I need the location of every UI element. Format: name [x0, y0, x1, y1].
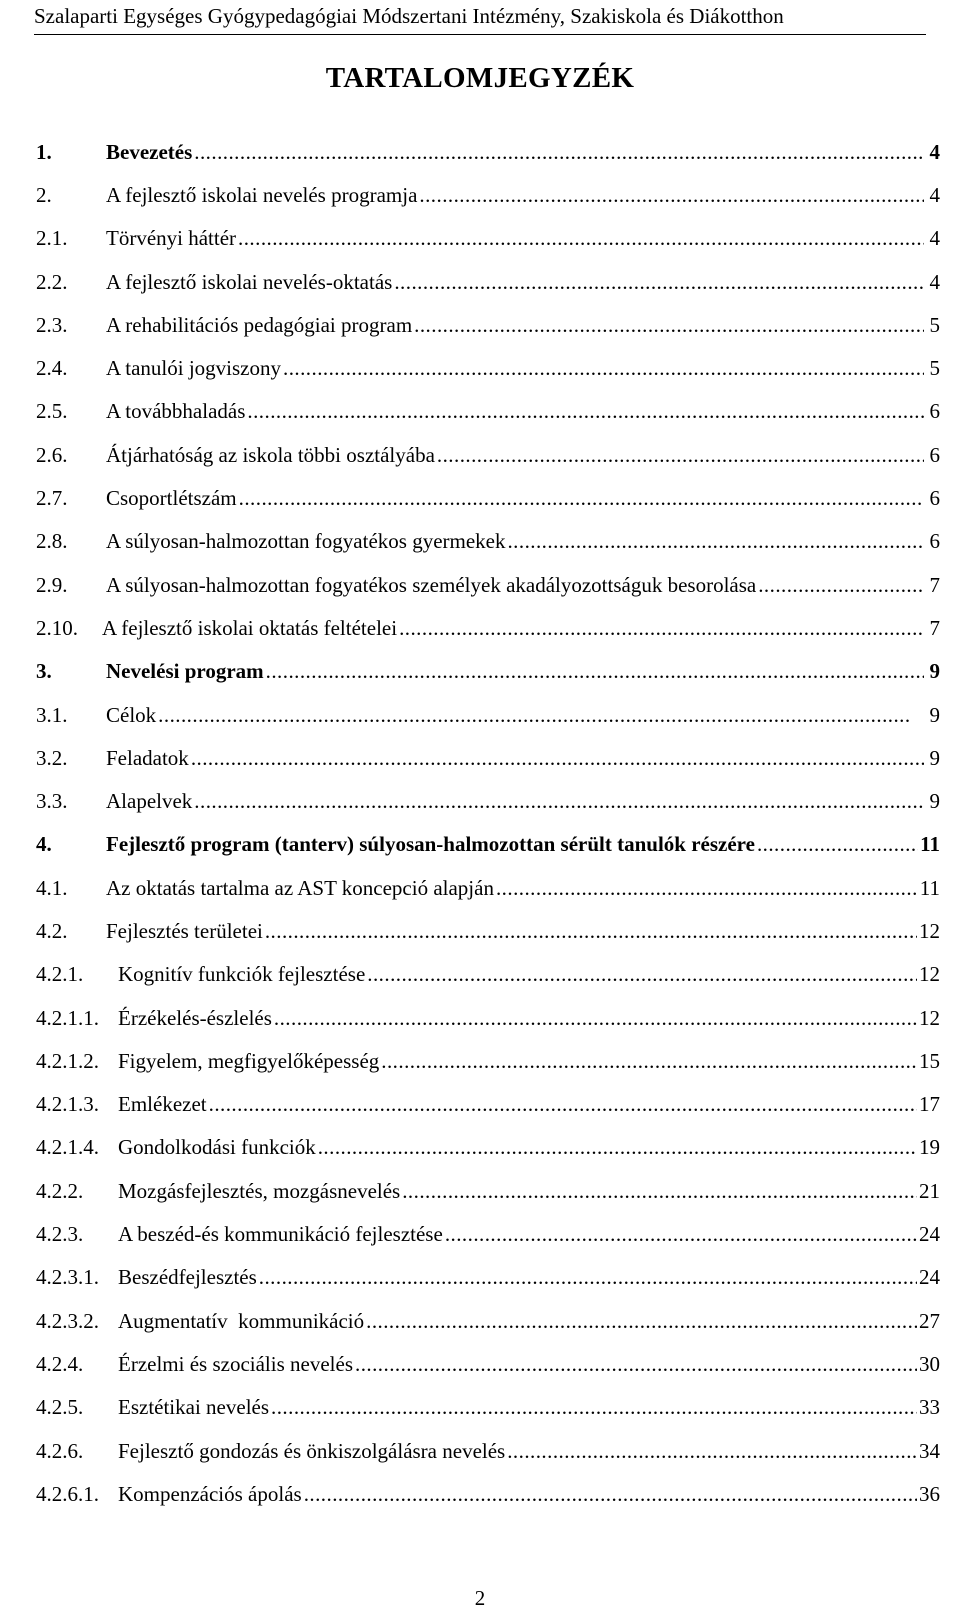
- toc-entry-title: Csoportlétszám: [106, 486, 237, 511]
- toc-dot-leader: [247, 398, 924, 424]
- toc-entry-page: 4: [929, 182, 940, 207]
- toc-entry[interactable]: [36, 476, 940, 519]
- toc-dot-leader: [367, 961, 917, 987]
- toc-entry-number: 4.2.1.3.: [36, 1092, 99, 1117]
- toc-entry-title: Az oktatás tartalma az AST koncepció alapján: [106, 875, 494, 900]
- toc-entry-page: 30: [919, 1351, 940, 1376]
- toc-dot-leader: [419, 182, 924, 208]
- toc-entry[interactable]: [36, 130, 940, 173]
- toc-entry-title: Augmentatív kommunikáció: [118, 1308, 365, 1333]
- toc-entry-page: 15: [919, 1048, 940, 1073]
- toc-entry-page: 21: [919, 1178, 940, 1203]
- toc-entry-number: 4.2.3.: [36, 1222, 84, 1247]
- toc-entry-page: 19: [919, 1135, 940, 1160]
- toc-entry-number: 2.10.: [36, 615, 78, 640]
- toc-entry-number: 2.: [36, 182, 52, 207]
- toc-entry[interactable]: [36, 1299, 940, 1342]
- toc-entry-page: 9: [929, 745, 940, 770]
- toc-entry-page: 9: [929, 789, 940, 814]
- toc-entry-page: 4: [929, 269, 940, 294]
- toc-entry-page: 12: [919, 918, 940, 943]
- toc-entry[interactable]: [36, 303, 940, 346]
- toc-entry[interactable]: [36, 260, 940, 303]
- toc-entry[interactable]: [36, 433, 940, 476]
- toc-entry-page: 7: [929, 615, 940, 640]
- toc-dot-leader: [271, 1394, 917, 1420]
- toc-entry-title: Fejlesztő program (tanterv) súlyosan-halmozottan sérült tanulók részére: [106, 832, 755, 857]
- toc-entry[interactable]: [36, 823, 940, 866]
- toc-dot-leader: [355, 1351, 917, 1377]
- toc-entry-title: Kompenzációs ápolás: [118, 1481, 302, 1506]
- toc-dot-leader: [158, 702, 924, 728]
- toc-entry-title: A súlyosan-halmozottan fogyatékos gyermekek: [106, 529, 506, 554]
- toc-dot-leader: [437, 442, 924, 468]
- toc-entry[interactable]: [36, 736, 940, 779]
- toc-entry-number: 2.2.: [36, 269, 68, 294]
- toc-entry-page: 34: [919, 1438, 940, 1463]
- toc-entry-title: A fejlesztő iskolai oktatás feltételei: [102, 615, 398, 640]
- toc-entry[interactable]: [36, 996, 940, 1039]
- toc-entry-number: 3.3.: [36, 789, 68, 814]
- toc-entry-title: A beszéd-és kommunikáció fejlesztése: [118, 1222, 443, 1247]
- toc-entry[interactable]: [36, 953, 940, 996]
- toc-entry[interactable]: [36, 563, 940, 606]
- toc-dot-leader: [507, 528, 924, 554]
- toc-dot-leader: [757, 831, 918, 857]
- toc-entry-number: 4.: [36, 832, 52, 857]
- toc-entry-number: 2.5.: [36, 399, 68, 424]
- toc-entry-title: Érzelmi és szociális nevelés: [118, 1351, 353, 1376]
- toc-dot-leader: [266, 658, 924, 684]
- toc-entry-title: A fejlesztő iskolai nevelés-oktatás: [106, 269, 393, 294]
- toc-entry[interactable]: [36, 1169, 940, 1212]
- toc-entry[interactable]: [36, 909, 940, 952]
- toc-entry-title: Törvényi háttér: [106, 226, 237, 251]
- toc-entry-number: 3.2.: [36, 745, 68, 770]
- toc-entry-title: Gondolkodási funkciók: [118, 1135, 316, 1160]
- toc-entry-page: 6: [929, 529, 940, 554]
- toc-entry-number: 4.2.5.: [36, 1395, 84, 1420]
- toc-dot-leader: [283, 355, 924, 381]
- toc-dot-leader: [399, 615, 924, 641]
- toc-entry-title: A rehabilitációs pedagógiai program: [106, 312, 413, 337]
- toc-entry-title: Figyelem, megfigyelőképesség: [118, 1048, 380, 1073]
- toc-entry[interactable]: [36, 346, 940, 389]
- toc-entry[interactable]: [36, 1472, 940, 1515]
- toc-entry-number: 4.2.1.: [36, 962, 84, 987]
- toc-entry-number: 4.2.1.4.: [36, 1135, 99, 1160]
- toc-entry-number: 2.4.: [36, 356, 68, 381]
- toc-entry-number: 4.2.1.1.: [36, 1005, 99, 1030]
- toc-entry-page: 7: [929, 572, 940, 597]
- toc-entry-number: 4.2.3.1.: [36, 1265, 99, 1290]
- toc-entry[interactable]: [36, 217, 940, 260]
- toc-entry-number: 1.: [36, 139, 52, 164]
- toc-entry-page: 36: [919, 1481, 940, 1506]
- toc-entry-page: 9: [929, 659, 940, 684]
- toc-entry-number: 2.1.: [36, 226, 68, 251]
- toc-entry-number: 3.1.: [36, 702, 68, 727]
- header-rule: [34, 34, 926, 35]
- toc-entry-title: Alapelvek: [106, 789, 193, 814]
- toc-entry-page: 6: [929, 442, 940, 467]
- toc-entry-page: 4: [929, 226, 940, 251]
- toc-entry-number: 4.2.6.: [36, 1438, 84, 1463]
- toc-entry[interactable]: [36, 1386, 940, 1429]
- toc-entry[interactable]: [36, 866, 940, 909]
- toc-entry-page: 6: [929, 399, 940, 424]
- toc-entry-title: Fejlesztő gondozás és önkiszolgálásra nevelés: [118, 1438, 506, 1463]
- toc-entry-number: 2.8.: [36, 529, 68, 554]
- toc-entry-title: Kognitív funkciók fejlesztése: [118, 962, 366, 987]
- toc-entry-title: Érzékelés-észlelés: [118, 1005, 272, 1030]
- toc-entry-number: 4.2.2.: [36, 1178, 84, 1203]
- toc-entry[interactable]: [36, 390, 940, 433]
- toc-entry-page: 11: [920, 832, 940, 857]
- toc-entry-title: Esztétikai nevelés: [118, 1395, 270, 1420]
- toc-entry[interactable]: [36, 650, 940, 693]
- toc-entry-number: 4.2.3.2.: [36, 1308, 99, 1333]
- toc-entry-number: 2.6.: [36, 442, 68, 467]
- toc-entry-page: 24: [919, 1265, 940, 1290]
- toc-entry-page: 17: [919, 1092, 940, 1117]
- toc-entry-number: 2.9.: [36, 572, 68, 597]
- toc-dot-leader: [507, 1438, 917, 1464]
- toc-entry[interactable]: [36, 1083, 940, 1126]
- toc-entry[interactable]: [36, 1212, 940, 1255]
- toc-entry-title: Feladatok: [106, 745, 189, 770]
- toc-entry-title: Mozgásfejlesztés, mozgásnevelés: [118, 1178, 401, 1203]
- toc-dot-leader: [259, 1264, 917, 1290]
- toc-entry-title: Bevezetés: [106, 139, 193, 164]
- toc-entry-title: Átjárhatóság az iskola többi osztályába: [106, 442, 435, 467]
- toc-dot-leader: [191, 745, 924, 771]
- toc-dot-leader: [209, 1091, 917, 1117]
- toc-dot-leader: [239, 485, 924, 511]
- toc-entry-title: Beszédfejlesztés: [118, 1265, 257, 1290]
- toc-entry-page: 5: [929, 312, 940, 337]
- toc-entry-title: A továbbhaladás: [106, 399, 246, 424]
- toc-entry-page: 6: [929, 486, 940, 511]
- toc-entry-title: Emlékezet: [118, 1092, 207, 1117]
- page-number: 2: [474, 1586, 486, 1610]
- toc-entry-title: Fejlesztés területei: [106, 918, 263, 943]
- toc-dot-leader: [402, 1178, 917, 1204]
- toc-entry[interactable]: [36, 1126, 940, 1169]
- toc-dot-leader: [265, 918, 917, 944]
- toc-entry-page: 5: [929, 356, 940, 381]
- page-header: Szalaparti Egységes Gyógypedagógiai Módszertani Intézmény, Szakiskola és Diákotthon: [34, 4, 784, 28]
- toc-dot-leader: [194, 788, 924, 814]
- toc-dot-leader: [274, 1005, 917, 1031]
- toc-entry-number: 4.2.6.1.: [36, 1481, 99, 1506]
- toc-dot-leader: [758, 572, 924, 598]
- toc-dot-leader: [496, 875, 918, 901]
- toc-dot-leader: [414, 312, 924, 338]
- toc-dot-leader: [304, 1481, 917, 1507]
- toc-entry-number: 4.2.1.2.: [36, 1048, 99, 1073]
- toc-entry[interactable]: [36, 1039, 940, 1082]
- toc-entry[interactable]: [36, 1256, 940, 1299]
- toc-entry-page: 12: [919, 962, 940, 987]
- toc-dot-leader: [366, 1308, 917, 1334]
- toc-entry-title: A tanulói jogviszony: [106, 356, 281, 381]
- toc-dot-leader: [238, 225, 924, 251]
- toc-entry-page: 9: [929, 702, 940, 727]
- toc-entry[interactable]: [36, 520, 940, 563]
- table-of-contents: [36, 130, 940, 1516]
- toc-entry-number: 4.2.4.: [36, 1351, 84, 1376]
- toc-entry-number: 4.2.: [36, 918, 68, 943]
- toc-entry-page: 24: [919, 1222, 940, 1247]
- toc-entry-title: Nevelési program: [106, 659, 264, 684]
- toc-entry[interactable]: [36, 1342, 940, 1385]
- toc-dot-leader: [445, 1221, 917, 1247]
- toc-entry[interactable]: [36, 779, 940, 822]
- toc-entry[interactable]: [36, 606, 940, 649]
- toc-entry-number: 3.: [36, 659, 52, 684]
- toc-entry-title: A fejlesztő iskolai nevelés programja: [106, 182, 418, 207]
- toc-entry-number: 4.1.: [36, 875, 68, 900]
- toc-entry-title: Célok: [106, 702, 157, 727]
- toc-entry[interactable]: [36, 173, 940, 216]
- toc-dot-leader: [318, 1134, 917, 1160]
- toc-entry-title: A súlyosan-halmozottan fogyatékos személyek akadályozottságuk besorolása: [106, 572, 757, 597]
- toc-title: TARTALOMJEGYZÉK: [325, 62, 635, 94]
- toc-entry-number: 2.3.: [36, 312, 68, 337]
- toc-entry-page: 27: [919, 1308, 940, 1333]
- toc-entry-page: 4: [929, 139, 940, 164]
- toc-entry-page: 12: [919, 1005, 940, 1030]
- toc-dot-leader: [394, 269, 924, 295]
- toc-entry[interactable]: [36, 693, 940, 736]
- toc-dot-leader: [194, 139, 924, 165]
- toc-entry-number: 2.7.: [36, 486, 68, 511]
- toc-entry[interactable]: [36, 1429, 940, 1472]
- toc-entry-page: 11: [919, 875, 940, 900]
- toc-entry-page: 33: [919, 1395, 940, 1420]
- toc-dot-leader: [381, 1048, 917, 1074]
